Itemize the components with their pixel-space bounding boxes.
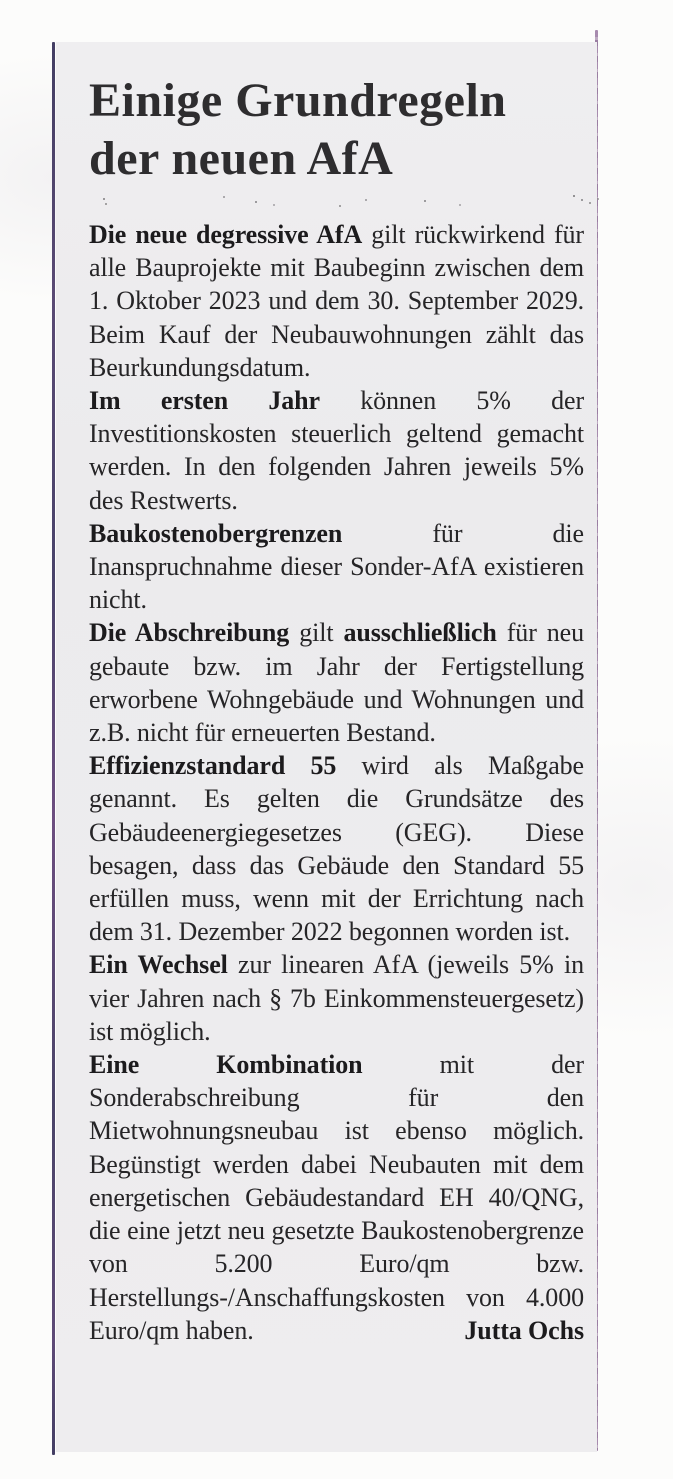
paragraph-text: zur linearen AfA (jeweils 5% in vier Jahren nach § 7b Einkommensteuergesetz) ist möglich. (89, 950, 584, 1046)
article-clipping (56, 42, 597, 1452)
paragraph (89, 616, 584, 749)
article-title (89, 72, 584, 188)
paragraph-lead-bold: Im ersten Jahr (89, 386, 320, 416)
article-title-line2: der neuen AfA (89, 132, 394, 185)
byline: Jutta Ochs (464, 1315, 584, 1345)
paragraph-text: können 5% der Investitionskosten steuerlich geltend gemacht werden. In den folgenden Jahren jeweils 5% des Restwerts. (89, 386, 585, 515)
paragraph-text: gilt rückwirkend für alle Bauprojekte mit Baubeginn zwischen dem 1. Oktober 2023 und dem 30. September 2029. Beim Kauf der Neubauwohnungen zählt das Beurkundungsdatum. (89, 220, 584, 382)
paragraph-lead-bold: Eine Kombination (89, 1050, 363, 1080)
paragraph (89, 1048, 584, 1347)
paragraph (89, 384, 584, 517)
paragraph (89, 517, 584, 617)
scan-noise-dots (89, 192, 584, 212)
paragraph (89, 218, 584, 384)
paragraph-text: gilt (289, 618, 344, 648)
paragraph-lead-bold: Baukostenobergrenzen (89, 518, 343, 548)
paragraph-lead-bold: Die neue degressive AfA (89, 220, 363, 249)
paragraph-text: wird als Maßgabe genannt. Es gelten die Grundsätze des Gebäudeenergiegesetzes (GEG). Diese besagen, dass das Gebäude den Standard 55 erfüllen muss, wenn mit der Errichtung nach dem 31. Dezember 2022 begonnen worden ist. (89, 751, 584, 947)
paragraph (89, 749, 584, 948)
paragraph-lead-bold: Effizienzstandard 55 (89, 751, 337, 781)
article-title-line1: Einige Grundregeln (89, 74, 507, 127)
paragraph-text: für die Inanspruchnahme dieser Sonder-AfA existieren nicht. (89, 518, 584, 615)
paragraph (89, 948, 584, 1048)
left-column-rule (52, 42, 55, 1455)
paragraph-lead-bold: Ein Wechsel (89, 950, 228, 980)
article-body (89, 218, 584, 1347)
paragraph-lead-bold: Die Abschreibung (89, 618, 290, 648)
paragraph-text: mit der Sonderabschreibung für den Mietwohnungsneubau ist ebenso möglich. Begünstigt werden dabei Neubauten mit dem energetischen Gebäudestandard EH 40/QNG, die eine jetzt neu gesetzte Baukostenobergrenze von 5.200 Euro/qm bzw. Herstellungs-/Anschaffungskosten von 4.000 Euro/qm haben. (89, 1050, 584, 1345)
paragraph-text: für neu gebaute bzw. im Jahr der Fertigstellung erworbene Wohngebäude und Wohnungen und z.B. nicht für erneuerten Bestand. (89, 618, 585, 748)
paragraph-lead-bold: ausschließlich (343, 618, 497, 648)
